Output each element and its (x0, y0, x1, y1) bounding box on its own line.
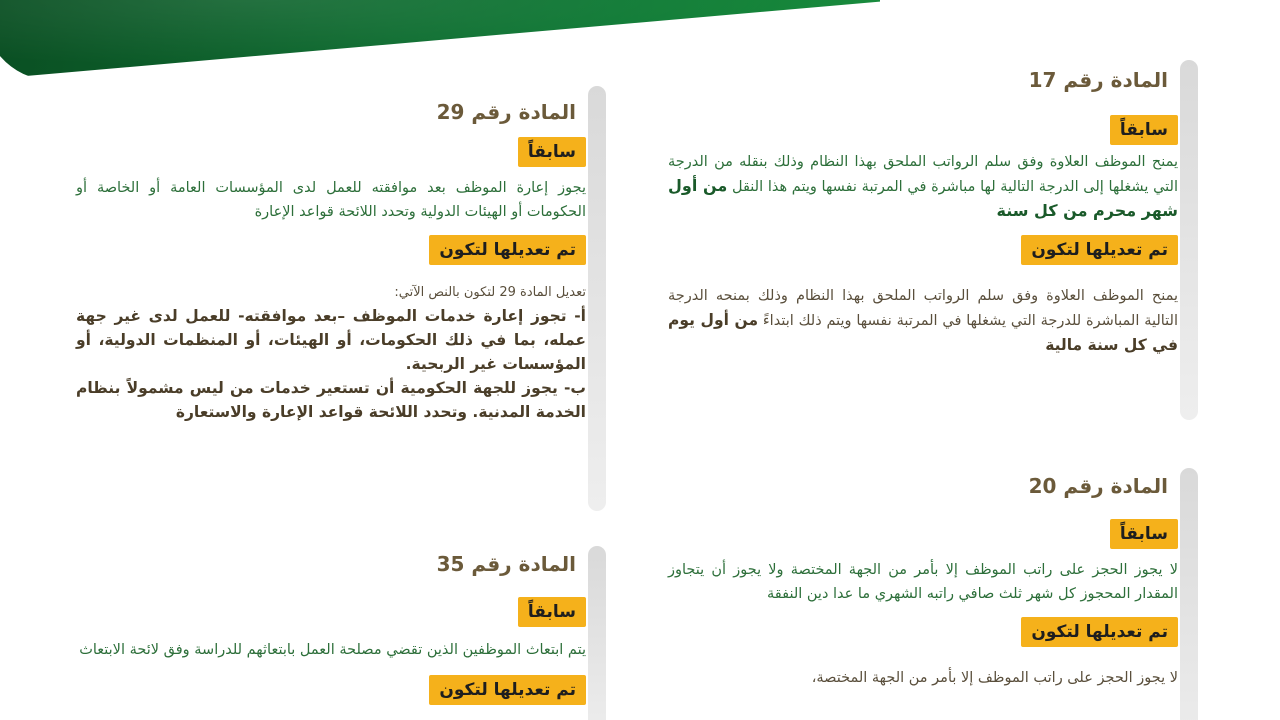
article-29-before-tag: سابقاً (518, 137, 586, 167)
left-column (76, 86, 606, 710)
article-29-after-a: أ- تجوز إعارة خدمات الموظف –بعد موافقته- للعمل لدى غير جهة عمله، بما في ذلك الحكومات، أو الهيئات، أو المنظمات الدولية، أو المؤسسات غير الربحية. (76, 307, 586, 373)
article-17-after-bold: من أول يوم في كل سنة مالية (668, 311, 1178, 354)
article-20-title: المادة رقم 20 (1028, 474, 1168, 498)
article-20-before-text: لا يجوز الحجز على راتب الموظف إلا بأمر من الجهة المختصة ولا يجوز أن يتجاوز المقدار المحجوز كل شهر ثلث صافي راتبه الشهري ما عدا دين النفقة (668, 562, 1178, 602)
article-29-before-text: يجوز إعارة الموظف بعد موافقته للعمل لدى المؤسسات العامة أو الخاصة أو الحكومات أو الهيئات الدولية وتحدد اللائحة قواعد الإعارة (76, 180, 586, 220)
article-35-title: المادة رقم 35 (436, 552, 576, 576)
article-29-after-b: ب- يجوز للجهة الحكومية أن تستعير خدمات من ليس مشمولاً بنظام الخدمة المدنية. وتحدد اللائحة قواعد الإعارة والاستعارة (76, 379, 586, 421)
article-17-before-bold: من أول شهر محرم من كل سنة (668, 176, 1178, 220)
article-29 (76, 86, 606, 516)
article-20 (668, 468, 1198, 690)
article-29-bar (588, 86, 606, 511)
article-20-after-text: لا يجوز الحجز على راتب الموظف إلا بأمر من الجهة المختصة، (811, 670, 1178, 686)
article-35-before-tag: سابقاً (518, 597, 586, 627)
article-35-before-text: يتم ابتعاث الموظفين الذين تقضي مصلحة العمل بابتعاثهم للدراسة وفق لائحة الابتعاث (79, 642, 586, 658)
article-29-after-tag: تم تعديلها لتكون (429, 235, 586, 265)
article-29-title: المادة رقم 29 (436, 100, 576, 124)
article-35-after-tag: تم تعديلها لتكون (429, 675, 586, 705)
article-17-after-tag: تم تعديلها لتكون (1021, 235, 1178, 265)
article-17-after-text: يمنح الموظف العلاوة وفق سلم الرواتب الملحق بهذا النظام وذلك بمنحه الدرجة التالية المباشرة للدرجة التي يشغلها في المرتبة نفسها ويتم ذلك ابتداءً من أول يوم في كل سنة مالية (668, 288, 1178, 354)
article-17 (668, 60, 1198, 428)
article-17-before-tag: سابقاً (1110, 115, 1178, 145)
article-17-bar (1180, 60, 1198, 420)
article-17-before-text: يمنح الموظف العلاوة وفق سلم الرواتب الملحق بهذا النظام وذلك بنقله من الدرجة التي يشغلها إلى الدرجة التالية لها مباشرة في المرتبة نفسها ويتم هذا النقل من أول شهر محرم من كل سنة (668, 154, 1179, 220)
article-20-after-tag: تم تعديلها لتكون (1021, 617, 1178, 647)
article-35 (76, 546, 606, 710)
article-35-bar (588, 546, 606, 720)
article-29-after-intro: تعديل المادة 29 لتكون بالنص الآتي: (394, 285, 586, 300)
article-20-bar (1180, 468, 1198, 720)
article-17-title: المادة رقم 17 (1028, 68, 1168, 92)
right-column (668, 60, 1198, 696)
article-20-before-tag: سابقاً (1110, 519, 1178, 549)
